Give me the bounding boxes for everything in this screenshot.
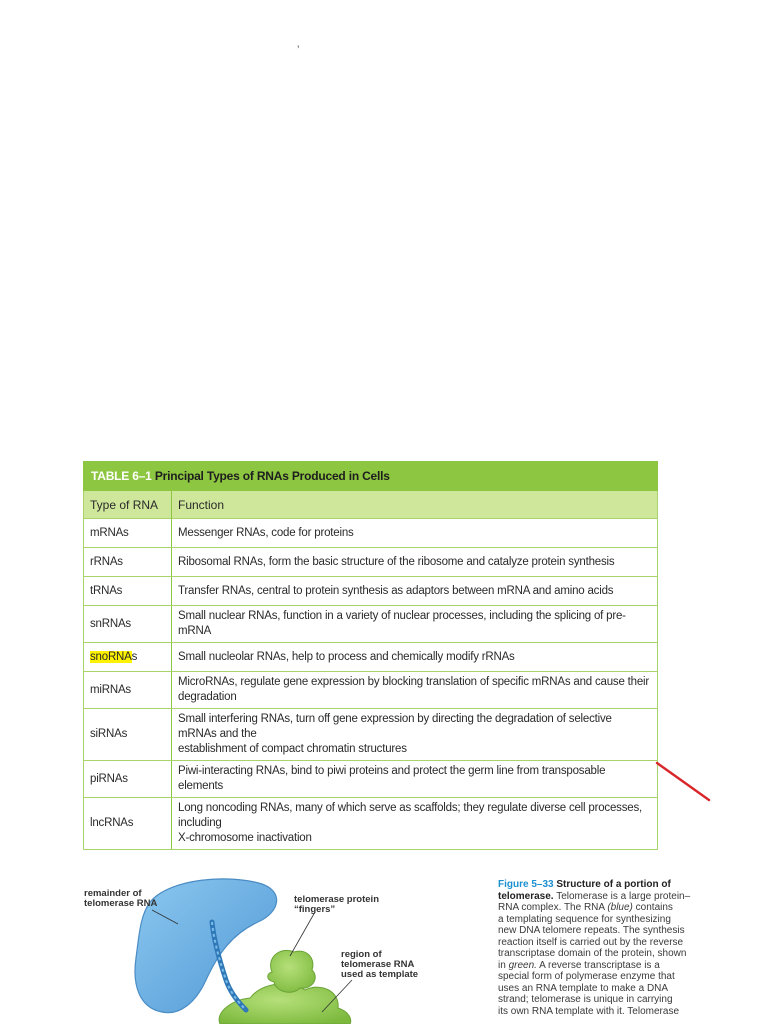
rna-function-cell: Transfer RNAs, central to protein synthesis as adaptors between mRNA and amino acids: [172, 577, 658, 606]
caption-text: in: [498, 959, 509, 971]
caption-text: A reverse transcriptase is a: [536, 959, 660, 971]
table-row: [84, 606, 658, 643]
leader-line-fingers: [290, 912, 315, 956]
rna-type-cell: mRNAs: [84, 519, 172, 548]
table-row: [84, 672, 658, 709]
caption-text: Telomerase is a large protein–: [556, 890, 691, 902]
label-line: “fingers”: [294, 904, 336, 915]
label-line: remainder of: [84, 888, 142, 899]
table-row: [84, 643, 658, 672]
table-row: [84, 761, 658, 798]
rna-type-cell: piRNAs: [84, 761, 172, 798]
caption-italic: green.: [508, 959, 537, 971]
label-protein-fingers: [294, 895, 404, 915]
rna-function-cell: MicroRNAs, regulate gene expression by blocking translation of specific mRNAs and cause their degradation: [172, 672, 658, 709]
table-row: [84, 709, 658, 761]
label-line: telomerase protein: [294, 894, 379, 905]
label-template-region: [341, 950, 461, 980]
table-title-text: Principal Types of RNAs Produced in Cells: [154, 469, 390, 483]
function-line-1: Small interfering RNAs, turn off gene expression by directing the degradation of selective mRNAs and the: [178, 713, 612, 740]
figure-number: Figure 5–33: [498, 879, 554, 890]
function-line-1: Long noncoding RNAs, many of which serve as scaffolds; they regulate diverse cell processes, including: [178, 802, 642, 829]
rna-function-cell: [172, 709, 658, 761]
table-row: [84, 548, 658, 577]
rna-types-table: [83, 461, 658, 850]
caption-text: its own RNA template with it. Telomerase: [498, 1005, 680, 1017]
function-line-2: X-chromosome inactivation: [178, 832, 312, 844]
label-line: telomerase RNA: [341, 959, 415, 970]
function-line-2: establishment of compact chromatin structures: [178, 743, 407, 755]
figure-title: Structure of a portion of telomerase.: [498, 879, 671, 902]
caption-text: reaction itself is carried out by the reverse: [498, 936, 684, 948]
table-title: [84, 462, 658, 491]
caption-text: uses an RNA template to make a DNA: [498, 982, 669, 994]
red-annotation-stroke: [654, 760, 714, 806]
table-row: [84, 798, 658, 850]
rna-function-cell: Piwi-interacting RNAs, bind to piwi proteins and protect the germ line from transposable elements: [172, 761, 658, 798]
table-row: [84, 577, 658, 606]
stray-mark: ’: [297, 44, 300, 56]
caption-italic: (blue): [607, 902, 633, 913]
rna-type-cell: miRNAs: [84, 672, 172, 709]
caption-text: transcriptase domain of the protein, shown: [498, 948, 687, 959]
rna-type-cell: tRNAs: [84, 577, 172, 606]
rna-type-cell: lncRNAs: [84, 798, 172, 850]
rna-type-cell: rRNAs: [84, 548, 172, 577]
label-line: used as template: [341, 969, 419, 980]
caption-text: RNA complex. The RNA: [498, 902, 608, 913]
rna-function-cell: Small nuclear RNAs, function in a variety of nuclear processes, including the splicing of pre-mRNA: [172, 606, 658, 643]
highlighted-text: snoRNA: [90, 650, 132, 663]
label-remainder-rna: [84, 889, 194, 909]
column-header-function: Function: [172, 491, 658, 519]
rna-type-suffix: s: [131, 650, 138, 663]
rna-function-cell: [172, 798, 658, 850]
caption-text: strand; telomerase is unique in carrying: [498, 994, 673, 1005]
rna-type-cell: [84, 643, 172, 672]
rna-type-cell: snRNAs: [84, 606, 172, 643]
column-header-type: Type of RNA: [84, 491, 172, 519]
table-row: [84, 519, 658, 548]
caption-text: special form of polymerase enzyme that: [498, 971, 675, 982]
rna-function-cell: Messenger RNAs, code for proteins: [172, 519, 658, 548]
figure-caption: [498, 879, 726, 1017]
table-number: TABLE 6–1: [91, 469, 152, 483]
label-line: telomerase RNA: [84, 898, 158, 909]
caption-text: contains: [632, 902, 673, 913]
telomerase-figure: [0, 862, 768, 1024]
rna-function-cell: Ribosomal RNAs, form the basic structure of the ribosome and catalyze protein synthesis: [172, 548, 658, 577]
rna-type-cell: siRNAs: [84, 709, 172, 761]
label-line: region of: [341, 949, 382, 960]
caption-text: a templating sequence for synthesizing: [498, 913, 671, 925]
rna-function-cell: Small nucleolar RNAs, help to process and chemically modify rRNAs: [172, 643, 658, 672]
caption-text: new DNA telomere repeats. The synthesis: [498, 925, 685, 936]
